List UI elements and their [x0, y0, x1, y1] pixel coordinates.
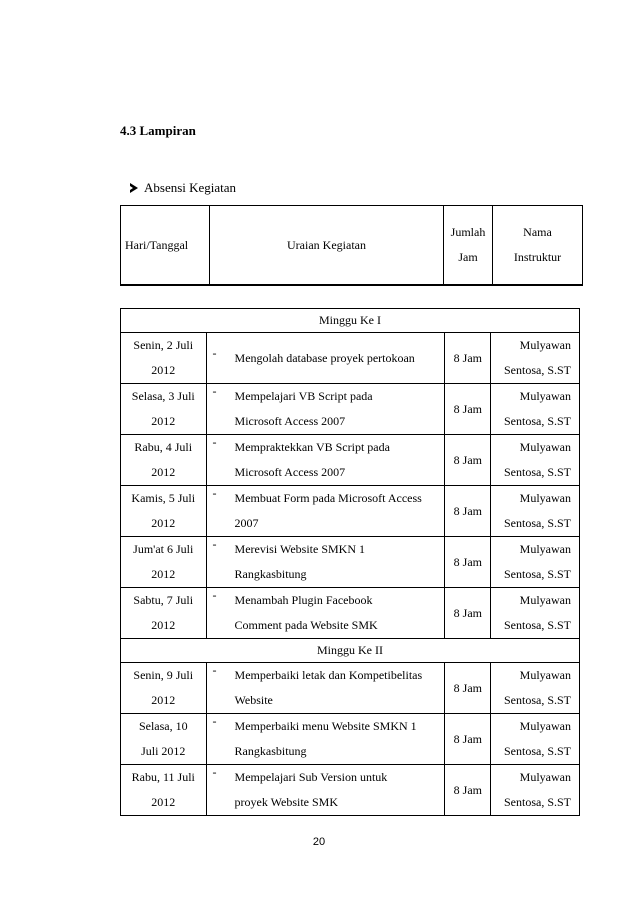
table-row [121, 663, 580, 714]
instructor-cell [491, 384, 580, 435]
hours-cell: 8 Jam [445, 714, 491, 765]
date-line2: 2012 [151, 693, 176, 707]
activity-dash: - [212, 663, 217, 677]
date-line1: Rabu, 4 Juli [134, 440, 193, 454]
activity-cell [206, 333, 445, 384]
table-row [121, 384, 580, 435]
activity-line2: 2007 [234, 516, 259, 530]
activity-line1: Mempraktekkan VB Script pada [234, 440, 390, 454]
instructor-line1: Mulyawan [519, 593, 571, 607]
table-row [121, 486, 580, 537]
week-label: Minggu Ke I [121, 309, 580, 333]
hours-cell: 8 Jam [445, 333, 491, 384]
header-instructor [493, 206, 583, 286]
table-row [121, 537, 580, 588]
instructor-line2: Sentosa, S.ST [503, 567, 571, 581]
date-line1: Selasa, 10 [138, 719, 188, 733]
instructor-line1: Mulyawan [519, 389, 571, 403]
instructor-line2: Sentosa, S.ST [503, 618, 571, 632]
activity-cell [206, 384, 445, 435]
date-line2: 2012 [151, 465, 176, 479]
activity-line1: Mempelajari VB Script pada [234, 389, 373, 403]
table-row [121, 333, 580, 384]
instructor-line1: Mulyawan [519, 491, 571, 505]
attendance-table-body [121, 309, 580, 816]
date-line1: Rabu, 11 Juli [131, 770, 195, 784]
activity-line1: Memperbaiki letak dan Kompetibelitas [234, 668, 423, 682]
date-cell [121, 435, 207, 486]
instructor-line2: Sentosa, S.ST [503, 516, 571, 530]
hours-cell: 8 Jam [445, 663, 491, 714]
activity-dash: - [212, 345, 217, 360]
activity-line2: Microsoft Access 2007 [234, 414, 346, 428]
date-cell [121, 663, 207, 714]
instructor-line1: Mulyawan [519, 668, 571, 682]
instructor-line1: Mulyawan [519, 770, 571, 784]
activity-cell [206, 537, 445, 588]
date-line2: 2012 [151, 516, 176, 530]
activity-dash: - [212, 537, 217, 551]
bullet-text: Absensi Kegiatan [144, 180, 237, 195]
instructor-cell [491, 333, 580, 384]
instructor-line2: Sentosa, S.ST [503, 465, 571, 479]
activity-cell [206, 588, 445, 639]
date-line2: 2012 [151, 795, 176, 809]
table-row [121, 714, 580, 765]
header-instructor-line2: Instruktur [513, 250, 562, 264]
date-line1: Kamis, 5 Juli [131, 491, 196, 505]
header-hours-line2: Jam [458, 250, 478, 264]
date-line2: 2012 [151, 567, 176, 581]
instructor-line1: Mulyawan [519, 440, 571, 454]
week-row [121, 309, 580, 333]
header-activity: Uraian Kegiatan [210, 206, 444, 286]
arrow-bullet-icon [130, 183, 138, 193]
date-cell [121, 765, 207, 816]
date-line1: Jum'at 6 Juli [133, 542, 194, 556]
activity-line2: Rangkasbitung [234, 567, 307, 581]
date-cell [121, 537, 207, 588]
hours-cell: 8 Jam [445, 435, 491, 486]
activity-line2: Rangkasbitung [234, 744, 307, 758]
activity-line1: Mempelajari Sub Version untuk [234, 770, 388, 784]
date-cell [121, 486, 207, 537]
hours-cell: 8 Jam [445, 486, 491, 537]
date-line2: Juli 2012 [141, 744, 186, 758]
instructor-cell [491, 486, 580, 537]
table-row [121, 765, 580, 816]
activity-cell [206, 663, 445, 714]
date-line1: Selasa, 3 Juli [131, 389, 195, 403]
activity-dash: - [212, 714, 217, 728]
activity-line1: Membuat Form pada Microsoft Access [234, 491, 422, 505]
date-line2: 2012 [151, 363, 176, 377]
instructor-line2: Sentosa, S.ST [503, 693, 571, 707]
instructor-cell [491, 435, 580, 486]
week-label: Minggu Ke II [121, 639, 580, 663]
attendance-table [120, 308, 580, 816]
date-cell [121, 384, 207, 435]
instructor-line1: Mulyawan [519, 719, 571, 733]
date-cell [121, 714, 207, 765]
activity-line2: Microsoft Access 2007 [234, 465, 346, 479]
hours-cell: 8 Jam [445, 384, 491, 435]
date-cell [121, 588, 207, 639]
activity-line2: Comment pada Website SMK [234, 618, 378, 632]
activity-line2: proyek Website SMK [234, 795, 339, 809]
activity-dash: - [212, 384, 217, 398]
activity-dash: - [212, 486, 217, 500]
activity-line2: Website [234, 693, 273, 707]
instructor-line1: Mulyawan [519, 338, 571, 352]
page-number: 20 [312, 836, 326, 848]
activity-dash: - [212, 435, 217, 449]
instructor-cell [491, 765, 580, 816]
instructor-line2: Sentosa, S.ST [503, 795, 571, 809]
instructor-cell [491, 714, 580, 765]
header-date: Hari/Tanggal [121, 206, 210, 286]
instructor-cell [491, 663, 580, 714]
table-row [121, 588, 580, 639]
activity-line1: Menambah Plugin Facebook [234, 593, 373, 607]
date-cell [121, 333, 207, 384]
activity-line1: Mengolah database proyek pertokoan [234, 350, 415, 365]
activity-cell [206, 714, 445, 765]
activity-cell [206, 435, 445, 486]
bullet-item [130, 180, 236, 196]
hours-cell: 8 Jam [445, 765, 491, 816]
week-row [121, 639, 580, 663]
table-row [121, 435, 580, 486]
activity-cell [206, 486, 445, 537]
instructor-line2: Sentosa, S.ST [503, 414, 571, 428]
activity-dash: - [212, 588, 217, 602]
instructor-line1: Mulyawan [519, 542, 571, 556]
instructor-cell [491, 537, 580, 588]
header-table [120, 205, 583, 286]
date-line1: Senin, 9 Juli [133, 668, 194, 682]
activity-dash: - [212, 765, 217, 779]
hours-cell: 8 Jam [445, 588, 491, 639]
header-hours-line1: Jumlah [450, 225, 486, 239]
hours-cell: 8 Jam [445, 537, 491, 588]
header-instructor-line1: Nama [523, 225, 552, 239]
activity-cell [206, 765, 445, 816]
date-line2: 2012 [151, 618, 176, 632]
activity-line1: Memperbaiki menu Website SMKN 1 [234, 719, 417, 733]
activity-line1: Merevisi Website SMKN 1 [234, 542, 366, 556]
instructor-line2: Sentosa, S.ST [503, 363, 571, 377]
section-title: 4.3 Lampiran [120, 123, 196, 138]
date-line1: Senin, 2 Juli [133, 338, 194, 352]
date-line1: Sabtu, 7 Juli [133, 593, 194, 607]
instructor-cell [491, 588, 580, 639]
instructor-line2: Sentosa, S.ST [503, 744, 571, 758]
header-hours [444, 206, 493, 286]
date-line2: 2012 [151, 414, 176, 428]
